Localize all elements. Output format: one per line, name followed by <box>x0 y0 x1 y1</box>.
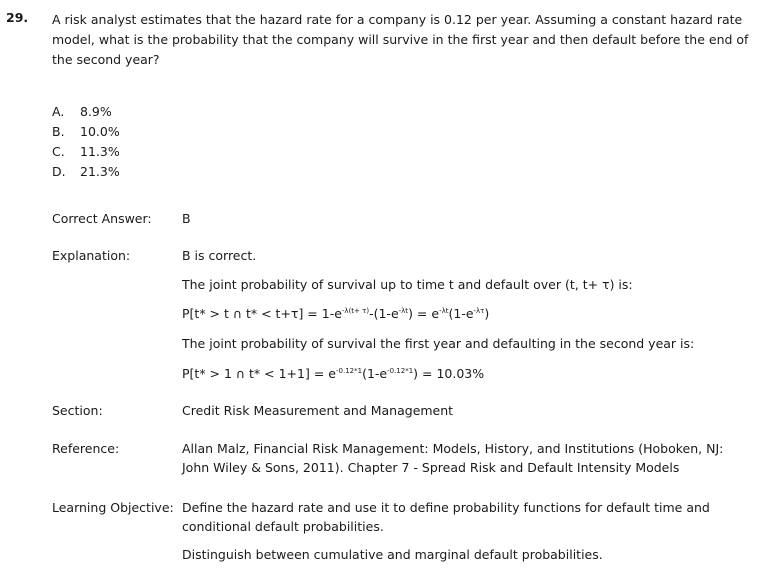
learning-objective-1: Define the hazard rate and use it to define probability functions for default time and conditional default probabilities. <box>182 500 710 534</box>
reference-label: Reference: <box>52 441 120 456</box>
choice-text: 11.3% <box>80 144 120 159</box>
formula-part: (1-e <box>362 366 388 381</box>
formula-exponent: -λ(t+ τ) <box>341 307 370 315</box>
explanation-line-1: B is correct. <box>182 248 257 263</box>
formula-2 <box>182 366 484 381</box>
formula-part: (1-e <box>448 306 474 321</box>
formula-part: P[t* > 1 ∩ t* < 1+1] = e <box>182 366 336 381</box>
formula-exponent: -λt <box>439 307 449 315</box>
explanation-line-2: The joint probability of survival up to time t and default over (t, t+ τ) is: <box>182 277 633 292</box>
choice-text: 10.0% <box>80 124 120 139</box>
question-number: 29. <box>6 10 29 25</box>
choice-letter: B. <box>52 124 65 139</box>
learning-objective-2: Distinguish between cumulative and marginal default probabilities. <box>182 547 603 562</box>
formula-part: P[t* > t ∩ t* < t+τ] = 1-e <box>182 306 342 321</box>
choice-letter: D. <box>52 164 66 179</box>
formula-part: -(1-e <box>369 306 399 321</box>
formula-part: ) = e <box>408 306 440 321</box>
formula-part: ) <box>484 306 490 321</box>
correct-answer-label: Correct Answer: <box>52 211 152 226</box>
reference-value: Allan Malz, Financial Risk Management: Models, History, and Institutions (Hoboken, NJ: John Wiley & Sons, 2011). Chapter 7 - Spread Risk and Default Intensity Models <box>182 441 724 475</box>
learning-objective-label: Learning Objective: <box>52 500 174 515</box>
formula-part: ) = 10.03% <box>413 366 485 381</box>
choice-d <box>52 162 120 182</box>
formula-1 <box>182 306 489 321</box>
question-text: A risk analyst estimates that the hazard rate for a company is 0.12 per year. Assuming a constant hazard rate model, what is the probability that the company will survive in the first year and then default before the end of the second year? <box>52 12 749 67</box>
explanation-line-3: The joint probability of survival the first year and defaulting in the second year is: <box>182 336 695 351</box>
formula-exponent: -λτ <box>473 307 485 315</box>
choice-c <box>52 142 120 162</box>
choice-letter: A. <box>52 104 65 119</box>
choice-text: 8.9% <box>80 104 112 119</box>
choice-letter: C. <box>52 144 65 159</box>
correct-answer-value: B <box>182 211 191 226</box>
formula-exponent: -0.12*1 <box>335 367 363 375</box>
choice-a <box>52 102 120 122</box>
choice-b <box>52 122 120 142</box>
section-value: Credit Risk Measurement and Management <box>182 403 454 418</box>
choice-text: 21.3% <box>80 164 120 179</box>
formula-exponent: -0.12*1 <box>387 367 414 375</box>
formula-exponent: -λt <box>398 307 409 315</box>
answer-choices <box>52 102 120 182</box>
section-label: Section: <box>52 403 103 418</box>
explanation-label: Explanation: <box>52 248 131 263</box>
